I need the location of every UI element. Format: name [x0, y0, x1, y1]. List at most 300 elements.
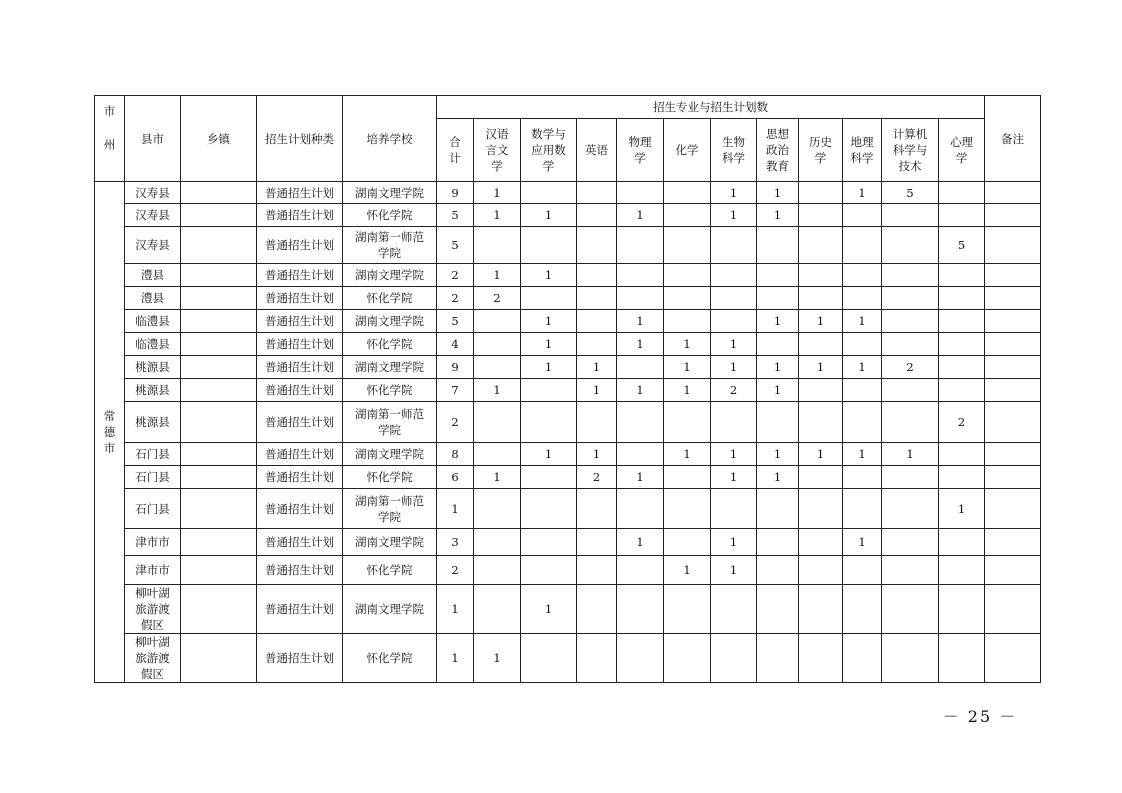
count-cell-physics [617, 356, 664, 379]
count-cell-computer [882, 466, 939, 489]
count-cell-politics: 1 [757, 356, 799, 379]
county-cell [125, 356, 181, 379]
count-cell-computer [882, 489, 939, 529]
count-cell-politics [757, 333, 799, 356]
plan-type-cell: 普通招生计划 [257, 310, 343, 333]
remarks-cell [985, 310, 1041, 333]
count-cell-math: 1 [521, 204, 577, 227]
count-cell-history [799, 489, 843, 529]
count-cell-chemistry: 1 [664, 443, 711, 466]
count-cell-computer [882, 264, 939, 287]
count-cell-geography: 1 [843, 356, 882, 379]
town-cell [181, 529, 257, 556]
school-cell [343, 402, 437, 443]
count-cell-psychology: 2 [939, 402, 985, 443]
table-row [95, 529, 1041, 556]
county-cell [125, 466, 181, 489]
remarks-cell [985, 379, 1041, 402]
count-cell-total: 2 [437, 264, 474, 287]
school-column-header: 培养学校 [343, 96, 437, 182]
count-cell-biology [711, 287, 757, 310]
table-row [95, 204, 1041, 227]
remarks-cell [985, 466, 1041, 489]
plan-type-cell: 普通招生计划 [257, 356, 343, 379]
subject-header-politics [757, 119, 799, 182]
count-cell-psychology [939, 585, 985, 634]
plan-type-cell: 普通招生计划 [257, 529, 343, 556]
plan-type-cell: 普通招生计划 [257, 402, 343, 443]
page-number: － 25 － [942, 707, 1018, 726]
count-cell-math [521, 227, 577, 264]
plan-type-cell: 普通招生计划 [257, 379, 343, 402]
school-name: 怀化学院 [366, 337, 413, 351]
school-name: 怀化学院 [366, 208, 413, 222]
count-cell-psychology [939, 264, 985, 287]
subject-header-text: 生物科学 [722, 135, 745, 165]
count-cell-politics [757, 402, 799, 443]
subject-header-geography [843, 119, 882, 182]
count-cell-chinese [474, 529, 521, 556]
count-cell-politics [757, 227, 799, 264]
count-cell-total: 9 [437, 356, 474, 379]
count-cell-psychology [939, 556, 985, 585]
count-cell-history [799, 182, 843, 204]
county-cell [125, 182, 181, 204]
county-name: 石门县 [135, 470, 170, 484]
count-cell-psychology [939, 634, 985, 683]
count-cell-biology [711, 585, 757, 634]
school-name: 湖南文理学院 [355, 447, 424, 461]
count-cell-geography [843, 287, 882, 310]
count-cell-chemistry [664, 182, 711, 204]
school-name: 湖南文理学院 [355, 314, 424, 328]
count-cell-physics: 1 [617, 379, 664, 402]
town-cell [181, 585, 257, 634]
count-cell-english [577, 333, 617, 356]
subject-header-text: 思想政治教育 [766, 127, 789, 173]
count-cell-physics [617, 489, 664, 529]
count-cell-computer [882, 585, 939, 634]
count-cell-physics [617, 556, 664, 585]
count-cell-chemistry [664, 529, 711, 556]
count-cell-english: 1 [577, 379, 617, 402]
county-name: 桃源县 [135, 383, 170, 397]
town-cell [181, 634, 257, 683]
count-cell-english: 1 [577, 356, 617, 379]
subject-header-text: 物理学 [628, 135, 652, 165]
subject-header-text: 数学与应用数学 [531, 127, 566, 173]
count-cell-history [799, 204, 843, 227]
school-name: 湖南第一师范学院 [355, 407, 424, 437]
school-name: 怀化学院 [366, 470, 413, 484]
count-cell-english: 2 [577, 466, 617, 489]
town-column-header: 乡镇 [181, 96, 257, 182]
plan-type-cell: 普通招生计划 [257, 204, 343, 227]
count-cell-chinese [474, 556, 521, 585]
count-cell-math: 1 [521, 333, 577, 356]
table-row [95, 489, 1041, 529]
town-cell [181, 402, 257, 443]
count-cell-chemistry [664, 310, 711, 333]
subject-header-chemistry [664, 119, 711, 182]
count-cell-politics [757, 585, 799, 634]
count-cell-politics: 1 [757, 443, 799, 466]
county-name: 桃源县 [135, 415, 170, 429]
count-cell-chinese [474, 443, 521, 466]
count-cell-psychology [939, 204, 985, 227]
plan-type-cell: 普通招生计划 [257, 634, 343, 683]
table-row [95, 310, 1041, 333]
remarks-cell [985, 402, 1041, 443]
town-cell [181, 182, 257, 204]
county-cell [125, 634, 181, 683]
subject-header-text: 心理学 [950, 135, 974, 165]
count-cell-math [521, 182, 577, 204]
count-cell-biology: 1 [711, 356, 757, 379]
count-cell-politics [757, 556, 799, 585]
subject-header-text: 合计 [449, 135, 461, 165]
count-cell-total: 3 [437, 529, 474, 556]
school-cell [343, 227, 437, 264]
count-cell-physics [617, 402, 664, 443]
table-row [95, 287, 1041, 310]
county-name: 津市市 [135, 563, 170, 577]
count-cell-english [577, 556, 617, 585]
city-column-header-text: 市州 [102, 105, 117, 172]
count-cell-chemistry [664, 585, 711, 634]
subject-header-history [799, 119, 843, 182]
subject-header-text: 历史学 [809, 135, 832, 165]
remarks-column-header: 备注 [985, 96, 1041, 182]
plan-type-cell: 普通招生计划 [257, 443, 343, 466]
count-cell-computer [882, 402, 939, 443]
count-cell-geography [843, 204, 882, 227]
county-cell [125, 489, 181, 529]
subject-header-computer [882, 119, 939, 182]
enrollment-plan-table [94, 95, 1041, 683]
remarks-cell [985, 529, 1041, 556]
school-cell [343, 443, 437, 466]
town-cell [181, 443, 257, 466]
count-cell-total: 6 [437, 466, 474, 489]
count-cell-politics: 1 [757, 310, 799, 333]
county-cell [125, 333, 181, 356]
count-cell-physics [617, 634, 664, 683]
plan-type-cell: 普通招生计划 [257, 489, 343, 529]
table-row [95, 556, 1041, 585]
city-column-header [95, 96, 125, 182]
count-cell-physics [617, 287, 664, 310]
count-cell-english [577, 489, 617, 529]
subject-header-text: 英语 [585, 143, 608, 157]
town-cell [181, 489, 257, 529]
count-cell-chemistry: 1 [664, 356, 711, 379]
count-cell-geography [843, 466, 882, 489]
plan-type-column-header: 招生计划种类 [257, 96, 343, 182]
table-row [95, 182, 1041, 204]
table-body [95, 182, 1041, 683]
count-cell-physics: 1 [617, 529, 664, 556]
count-cell-math: 1 [521, 443, 577, 466]
count-cell-chinese [474, 585, 521, 634]
table-row [95, 333, 1041, 356]
count-cell-chinese [474, 489, 521, 529]
count-cell-history [799, 634, 843, 683]
county-name: 桃源县 [135, 360, 170, 374]
count-cell-physics: 1 [617, 333, 664, 356]
count-cell-computer [882, 529, 939, 556]
county-cell [125, 556, 181, 585]
town-cell [181, 287, 257, 310]
count-cell-geography: 1 [843, 310, 882, 333]
count-cell-chemistry [664, 204, 711, 227]
count-cell-biology: 1 [711, 443, 757, 466]
count-cell-psychology [939, 466, 985, 489]
count-cell-geography [843, 634, 882, 683]
county-cell [125, 287, 181, 310]
plan-type-cell: 普通招生计划 [257, 182, 343, 204]
count-cell-psychology [939, 310, 985, 333]
count-cell-total: 2 [437, 556, 474, 585]
table-row [95, 443, 1041, 466]
county-name: 临澧县 [135, 314, 170, 328]
count-cell-history [799, 379, 843, 402]
county-cell [125, 310, 181, 333]
count-cell-biology: 1 [711, 529, 757, 556]
subject-header-psychology [939, 119, 985, 182]
count-cell-chinese: 1 [474, 634, 521, 683]
school-name: 怀化学院 [366, 383, 413, 397]
count-cell-chinese [474, 402, 521, 443]
school-name: 湖南第一师范学院 [355, 493, 424, 524]
count-cell-math [521, 489, 577, 529]
school-cell [343, 489, 437, 529]
school-cell [343, 379, 437, 402]
count-cell-biology: 1 [711, 466, 757, 489]
count-cell-biology [711, 402, 757, 443]
remarks-cell [985, 204, 1041, 227]
remarks-cell [985, 287, 1041, 310]
count-cell-geography [843, 402, 882, 443]
town-cell [181, 379, 257, 402]
table-row [95, 379, 1041, 402]
count-cell-history [799, 264, 843, 287]
count-cell-history: 1 [799, 310, 843, 333]
count-cell-math [521, 402, 577, 443]
count-cell-chinese: 1 [474, 182, 521, 204]
count-cell-total: 1 [437, 634, 474, 683]
town-cell [181, 556, 257, 585]
count-cell-politics [757, 489, 799, 529]
count-cell-computer: 1 [882, 443, 939, 466]
count-cell-chemistry [664, 466, 711, 489]
count-cell-chinese: 1 [474, 264, 521, 287]
count-cell-physics [617, 227, 664, 264]
count-cell-math: 1 [521, 264, 577, 287]
town-cell [181, 204, 257, 227]
count-cell-physics: 1 [617, 310, 664, 333]
count-cell-history [799, 585, 843, 634]
table-row [95, 634, 1041, 683]
county-name: 澧县 [141, 268, 164, 282]
plan-type-cell: 普通招生计划 [257, 287, 343, 310]
remarks-cell [985, 489, 1041, 529]
count-cell-physics [617, 585, 664, 634]
town-cell [181, 227, 257, 264]
school-name: 湖南文理学院 [355, 535, 424, 549]
count-cell-biology [711, 634, 757, 683]
county-name: 石门县 [135, 501, 170, 516]
count-cell-physics [617, 182, 664, 204]
count-cell-physics: 1 [617, 466, 664, 489]
count-cell-computer [882, 287, 939, 310]
school-cell [343, 264, 437, 287]
subject-header-biology [711, 119, 757, 182]
subject-header-english [577, 119, 617, 182]
count-cell-politics [757, 529, 799, 556]
county-name: 汉寿县 [135, 208, 170, 222]
school-name: 湖南文理学院 [355, 185, 424, 200]
school-name: 怀化学院 [366, 291, 413, 305]
count-cell-computer: 2 [882, 356, 939, 379]
remarks-cell [985, 356, 1041, 379]
county-name: 柳叶湖旅游渡假区 [135, 635, 170, 681]
count-cell-biology: 1 [711, 182, 757, 204]
count-cell-geography: 1 [843, 443, 882, 466]
count-cell-politics [757, 287, 799, 310]
count-cell-biology: 1 [711, 204, 757, 227]
county-name: 汉寿县 [135, 238, 170, 252]
count-cell-politics [757, 634, 799, 683]
count-cell-math [521, 379, 577, 402]
count-cell-total: 2 [437, 287, 474, 310]
school-name: 湖南文理学院 [355, 602, 424, 616]
school-cell [343, 585, 437, 634]
town-cell [181, 356, 257, 379]
count-cell-psychology [939, 356, 985, 379]
table-row [95, 402, 1041, 443]
count-cell-chinese [474, 356, 521, 379]
count-cell-chemistry: 1 [664, 333, 711, 356]
town-cell [181, 333, 257, 356]
school-name: 湖南文理学院 [355, 268, 424, 282]
county-name: 临澧县 [135, 337, 170, 351]
count-cell-computer [882, 204, 939, 227]
county-cell [125, 443, 181, 466]
count-cell-english [577, 310, 617, 333]
school-cell [343, 310, 437, 333]
remarks-cell [985, 227, 1041, 264]
count-cell-biology: 1 [711, 556, 757, 585]
table-row [95, 466, 1041, 489]
count-cell-politics: 1 [757, 379, 799, 402]
count-cell-politics: 1 [757, 466, 799, 489]
count-cell-chinese [474, 333, 521, 356]
count-cell-psychology [939, 443, 985, 466]
count-cell-politics: 1 [757, 204, 799, 227]
town-cell [181, 310, 257, 333]
count-cell-math [521, 466, 577, 489]
count-cell-psychology [939, 379, 985, 402]
count-cell-total: 5 [437, 310, 474, 333]
count-cell-total: 1 [437, 585, 474, 634]
count-cell-biology [711, 489, 757, 529]
count-cell-geography [843, 379, 882, 402]
count-cell-total: 5 [437, 227, 474, 264]
count-cell-math [521, 634, 577, 683]
count-cell-computer [882, 556, 939, 585]
plan-type-cell: 普通招生计划 [257, 585, 343, 634]
count-cell-math [521, 287, 577, 310]
count-cell-total: 1 [437, 489, 474, 529]
plan-type-cell: 普通招生计划 [257, 466, 343, 489]
count-cell-chemistry [664, 287, 711, 310]
plan-type-cell: 普通招生计划 [257, 333, 343, 356]
remarks-cell [985, 333, 1041, 356]
count-cell-politics: 1 [757, 182, 799, 204]
count-cell-computer [882, 227, 939, 264]
school-name: 怀化学院 [366, 651, 413, 665]
school-cell [343, 634, 437, 683]
school-cell [343, 529, 437, 556]
subject-header-total [437, 119, 474, 182]
count-cell-history [799, 287, 843, 310]
count-cell-psychology: 5 [939, 227, 985, 264]
count-cell-history [799, 466, 843, 489]
count-cell-geography [843, 227, 882, 264]
count-cell-history: 1 [799, 356, 843, 379]
city-name: 常德市 [103, 409, 116, 455]
county-name: 柳叶湖旅游渡假区 [135, 586, 170, 632]
count-cell-biology: 1 [711, 333, 757, 356]
majors-group-header: 招生专业与招生计划数 [437, 96, 985, 119]
count-cell-psychology [939, 287, 985, 310]
subject-header-chinese [474, 119, 521, 182]
count-cell-psychology [939, 182, 985, 204]
count-cell-math [521, 556, 577, 585]
count-cell-biology: 2 [711, 379, 757, 402]
count-cell-geography [843, 556, 882, 585]
plan-type-cell: 普通招生计划 [257, 227, 343, 264]
count-cell-chinese: 1 [474, 379, 521, 402]
subject-header-math [521, 119, 577, 182]
count-cell-history [799, 529, 843, 556]
count-cell-total: 2 [437, 402, 474, 443]
count-cell-biology [711, 264, 757, 287]
county-cell [125, 227, 181, 264]
count-cell-biology [711, 227, 757, 264]
count-cell-total: 5 [437, 204, 474, 227]
count-cell-math: 1 [521, 356, 577, 379]
county-name: 石门县 [135, 447, 170, 461]
table-row [95, 264, 1041, 287]
county-cell [125, 402, 181, 443]
remarks-cell [985, 585, 1041, 634]
count-cell-history [799, 333, 843, 356]
count-cell-english [577, 634, 617, 683]
school-cell [343, 556, 437, 585]
table-row [95, 227, 1041, 264]
count-cell-chemistry [664, 402, 711, 443]
count-cell-physics: 1 [617, 204, 664, 227]
count-cell-history: 1 [799, 443, 843, 466]
count-cell-english: 1 [577, 443, 617, 466]
count-cell-chinese [474, 227, 521, 264]
school-cell [343, 287, 437, 310]
count-cell-total: 7 [437, 379, 474, 402]
count-cell-english [577, 287, 617, 310]
school-name: 怀化学院 [366, 563, 413, 577]
